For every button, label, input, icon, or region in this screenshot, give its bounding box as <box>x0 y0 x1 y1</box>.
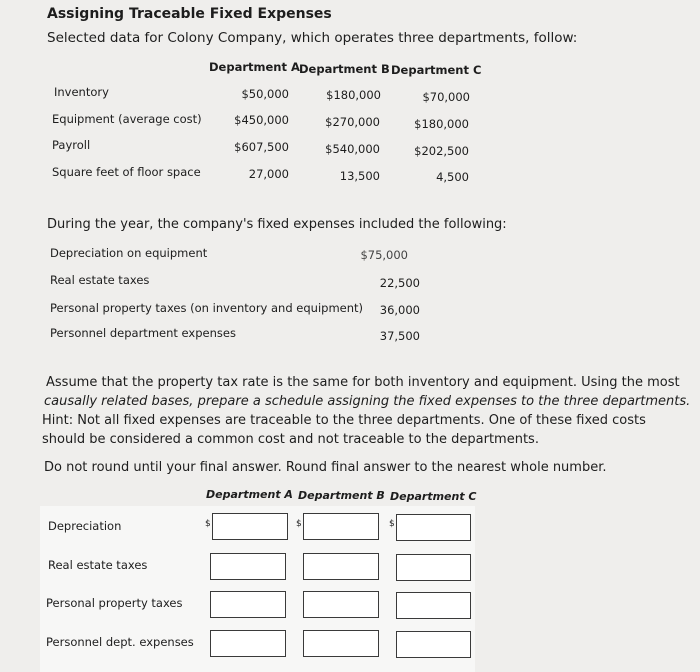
personnel-dept-b-input[interactable] <box>303 630 379 657</box>
square-feet-dept-a: 27,000 <box>248 167 289 181</box>
schedule-label-personnel: Personnel dept. expenses <box>46 635 194 649</box>
currency-symbol: $ <box>296 519 302 529</box>
column-header-dept-a: Department A <box>209 60 300 74</box>
page-title: Assigning Traceable Fixed Expenses <box>47 6 332 22</box>
real-estate-dept-a-input[interactable] <box>210 553 286 580</box>
row-label-inventory: Inventory <box>54 85 109 99</box>
equipment-dept-a: $450,000 <box>234 113 289 127</box>
column-header-dept-c: Department C <box>391 63 482 77</box>
square-feet-dept-c: 4,500 <box>436 170 469 184</box>
personnel-dept-c-input[interactable] <box>396 631 471 658</box>
real-estate-dept-c-input[interactable] <box>396 554 471 581</box>
inventory-dept-b: $180,000 <box>326 88 381 102</box>
schedule-label-personal-property: Personal property taxes <box>46 596 183 610</box>
depreciation-dept-c-input[interactable] <box>396 514 471 541</box>
expense-value-personnel: 37,500 <box>379 329 420 343</box>
fixed-expenses-intro: During the year, the company's fixed expenses included the following: <box>47 217 507 232</box>
inventory-dept-c: $70,000 <box>422 90 470 104</box>
expense-label-depreciation: Depreciation on equipment <box>50 246 208 260</box>
rounding-note: Do not round until your final answer. Round final answer to the nearest whole number. <box>44 460 607 475</box>
page-subtitle: Selected data for Colony Company, which operates three departments, follow: <box>47 30 578 46</box>
schedule-header-dept-b: Department B <box>298 489 385 502</box>
currency-symbol: $ <box>389 519 395 529</box>
depreciation-dept-a-input[interactable] <box>212 513 288 540</box>
expense-value-depreciation: $75,000 <box>360 248 408 262</box>
row-label-equipment: Equipment (average cost) <box>52 112 202 126</box>
row-label-payroll: Payroll <box>52 138 91 152</box>
schedule-header-dept-a: Department A <box>206 488 293 501</box>
instruction-line-2: causally related bases, prepare a schedule assigning the fixed expenses to the three departments. <box>44 394 691 409</box>
column-header-dept-b: Department B <box>299 62 390 76</box>
currency-symbol: $ <box>205 519 211 529</box>
real-estate-dept-b-input[interactable] <box>303 553 379 580</box>
personal-property-dept-b-input[interactable] <box>303 591 379 618</box>
instruction-line-1: Assume that the property tax rate is the same for both inventory and equipment. Using the most <box>46 375 680 390</box>
expense-value-personal-property: 36,000 <box>379 303 420 317</box>
equipment-dept-c: $180,000 <box>414 117 469 131</box>
instruction-line-4: should be considered a common cost and not traceable to the departments. <box>42 432 539 447</box>
equipment-dept-b: $270,000 <box>325 115 380 129</box>
personal-property-dept-c-input[interactable] <box>396 592 471 619</box>
payroll-dept-c: $202,500 <box>414 144 469 158</box>
depreciation-dept-b-input[interactable] <box>303 513 379 540</box>
expense-label-real-estate: Real estate taxes <box>50 273 150 287</box>
expense-value-real-estate: 22,500 <box>379 276 420 290</box>
expense-label-personnel: Personnel department expenses <box>50 326 236 340</box>
schedule-label-real-estate: Real estate taxes <box>48 558 148 572</box>
payroll-dept-b: $540,000 <box>325 142 380 156</box>
row-label-square-feet: Square feet of floor space <box>52 165 201 179</box>
personnel-dept-a-input[interactable] <box>210 630 286 657</box>
personal-property-dept-a-input[interactable] <box>210 591 286 618</box>
instruction-line-3: Hint: Not all fixed expenses are traceable to the three departments. One of these fixed costs <box>42 413 646 428</box>
schedule-header-dept-c: Department C <box>390 490 477 503</box>
inventory-dept-a: $50,000 <box>241 87 289 101</box>
schedule-label-depreciation: Depreciation <box>48 519 122 533</box>
expense-label-personal-property: Personal property taxes (on inventory and equipment) <box>50 301 364 315</box>
square-feet-dept-b: 13,500 <box>339 169 380 183</box>
payroll-dept-a: $607,500 <box>234 140 289 154</box>
